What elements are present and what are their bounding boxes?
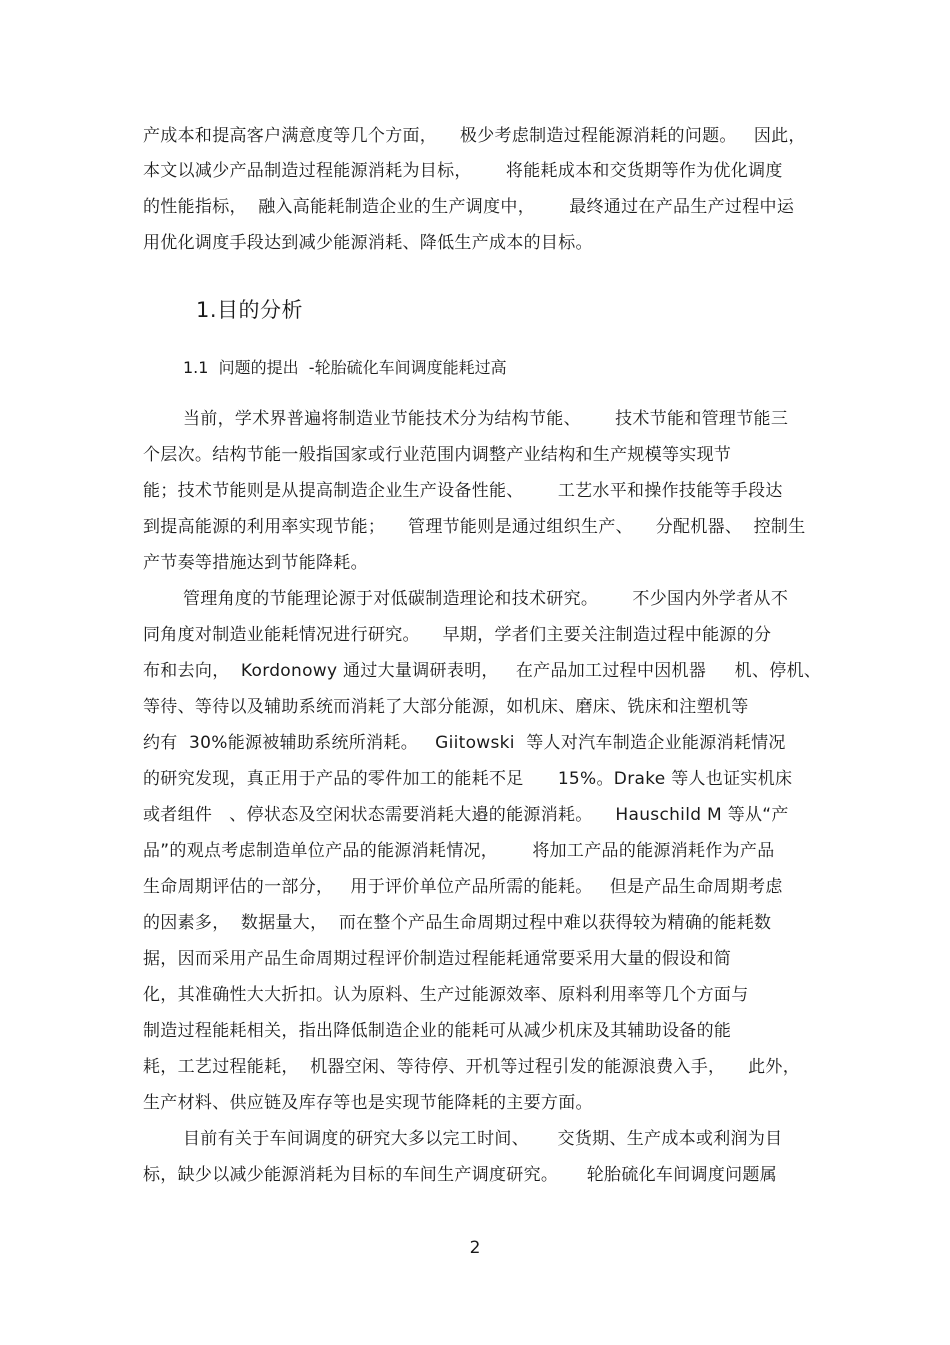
intro-line-2: 本文以减少产品制造过程能源消耗为目标， 将能耗成本和交货期等作为优化调度 <box>143 161 783 181</box>
paragraph1-line-1: 当前，学术界普遍将制造业节能技术分为结构节能、 技术节能和管理节能三 <box>183 409 789 429</box>
paragraph2-line-12: 化，其准确性大大折扣。认为原料、生产过能源效率、原料利用率等几个方面与 <box>143 985 749 1005</box>
paragraph1-line-2: 个层次。结构节能一般指国家或行业范围内调整产业结构和生产规模等实现节 <box>143 445 732 465</box>
paragraph2-line-1: 管理角度的节能理论源于对低碳制造理论和技术研究。 不少国内外学者从不 <box>183 589 789 609</box>
paragraph2-line-3: 布和去向， Kordonowy 通过大量调研表明， 在产品加工过程中因机器 机、停机、 <box>143 661 822 681</box>
paragraph2-line-4: 等待、等待以及辅助系统而消耗了大部分能源，如机床、磨床、铣床和注塑机等 <box>143 697 749 717</box>
paragraph2-line-13: 制造过程能耗相关，指出降低制造企业的能耗可从减少机床及其辅助设备的能 <box>143 1021 732 1041</box>
intro-line-3: 的性能指标， 融入高能耗制造企业的生产调度中， 最终通过在产品生产过程中运 <box>143 197 795 217</box>
subsection-heading: 1.1 问题的提出 -轮胎硫化车间调度能耗过高 <box>183 358 507 377</box>
page-number: 2 <box>469 1238 481 1258</box>
paragraph2-line-9: 生命周期评估的一部分， 用于评价单位产品所需的能耗。 但是产品生命周期考虑 <box>143 877 783 897</box>
paragraph2-line-11: 据，因而采用产品生命周期过程评价制造过程能耗通常要采用大量的假设和简 <box>143 949 732 969</box>
paragraph1-line-4: 到提高能源的利用率实现节能； 管理节能则是通过组织生产、 分配机器、 控制生 <box>143 517 806 537</box>
paragraph2-line-7: 或者组件 、停状态及空闲状态需要消耗大邉的能源消耗。 Hauschild M 等从“产 <box>143 805 789 825</box>
paragraph2-line-5: 约有 30%能源被辅助系统所消耗。 Giitowski 等人对汽车制造企业能源消耗情况 <box>143 733 786 753</box>
paragraph2-line-10: 的因素多， 数据量大， 而在整个产品生命周期过程中难以获得较为精确的能耗数 <box>143 913 772 933</box>
paragraph1-line-3: 能；技术节能则是从提高制造企业生产设备性能、 工艺水平和操作技能等手段达 <box>143 481 783 501</box>
paragraph2-line-6: 的研究发现，真正用于产品的零件加工的能耗不足 15%。Drake 等人也证实机床 <box>143 769 793 789</box>
intro-line-1: 产成本和提高客户满意度等几个方面， 极少考虑制造过程能源消耗的问题。 因此， <box>143 126 806 146</box>
paragraph2-line-14: 耗，工艺过程能耗， 机器空闲、等待停、开机等过程引发的能源浪费入手， 此外， <box>143 1057 801 1077</box>
section-heading: 1.目的分析 <box>196 298 304 322</box>
paragraph3-line-2: 标，缺少以减少能源消耗为目标的车间生产调度研究。 轮胎硫化车间调度问题属 <box>143 1165 778 1185</box>
paragraph2-line-15: 生产材料、供应链及库存等也是实现节能降耗的主要方面。 <box>143 1093 593 1113</box>
intro-line-4: 用优化调度手段达到减少能源消耗、降低生产成本的目标。 <box>143 233 593 253</box>
paragraph1-line-5: 产节奏等措施达到节能降耗。 <box>143 553 368 573</box>
paragraph2-line-8: 品”的观点考虑制造单位产品的能源消耗情况， 将加工产品的能源消耗作为产品 <box>143 841 775 861</box>
paragraph3-line-1: 目前有关于车间调度的研究大多以完工时间、 交货期、生产成本或利润为目 <box>183 1129 783 1149</box>
paragraph2-line-2: 同角度对制造业能耗情况进行研究。 早期，学者们主要关注制造过程中能源的分 <box>143 625 772 645</box>
